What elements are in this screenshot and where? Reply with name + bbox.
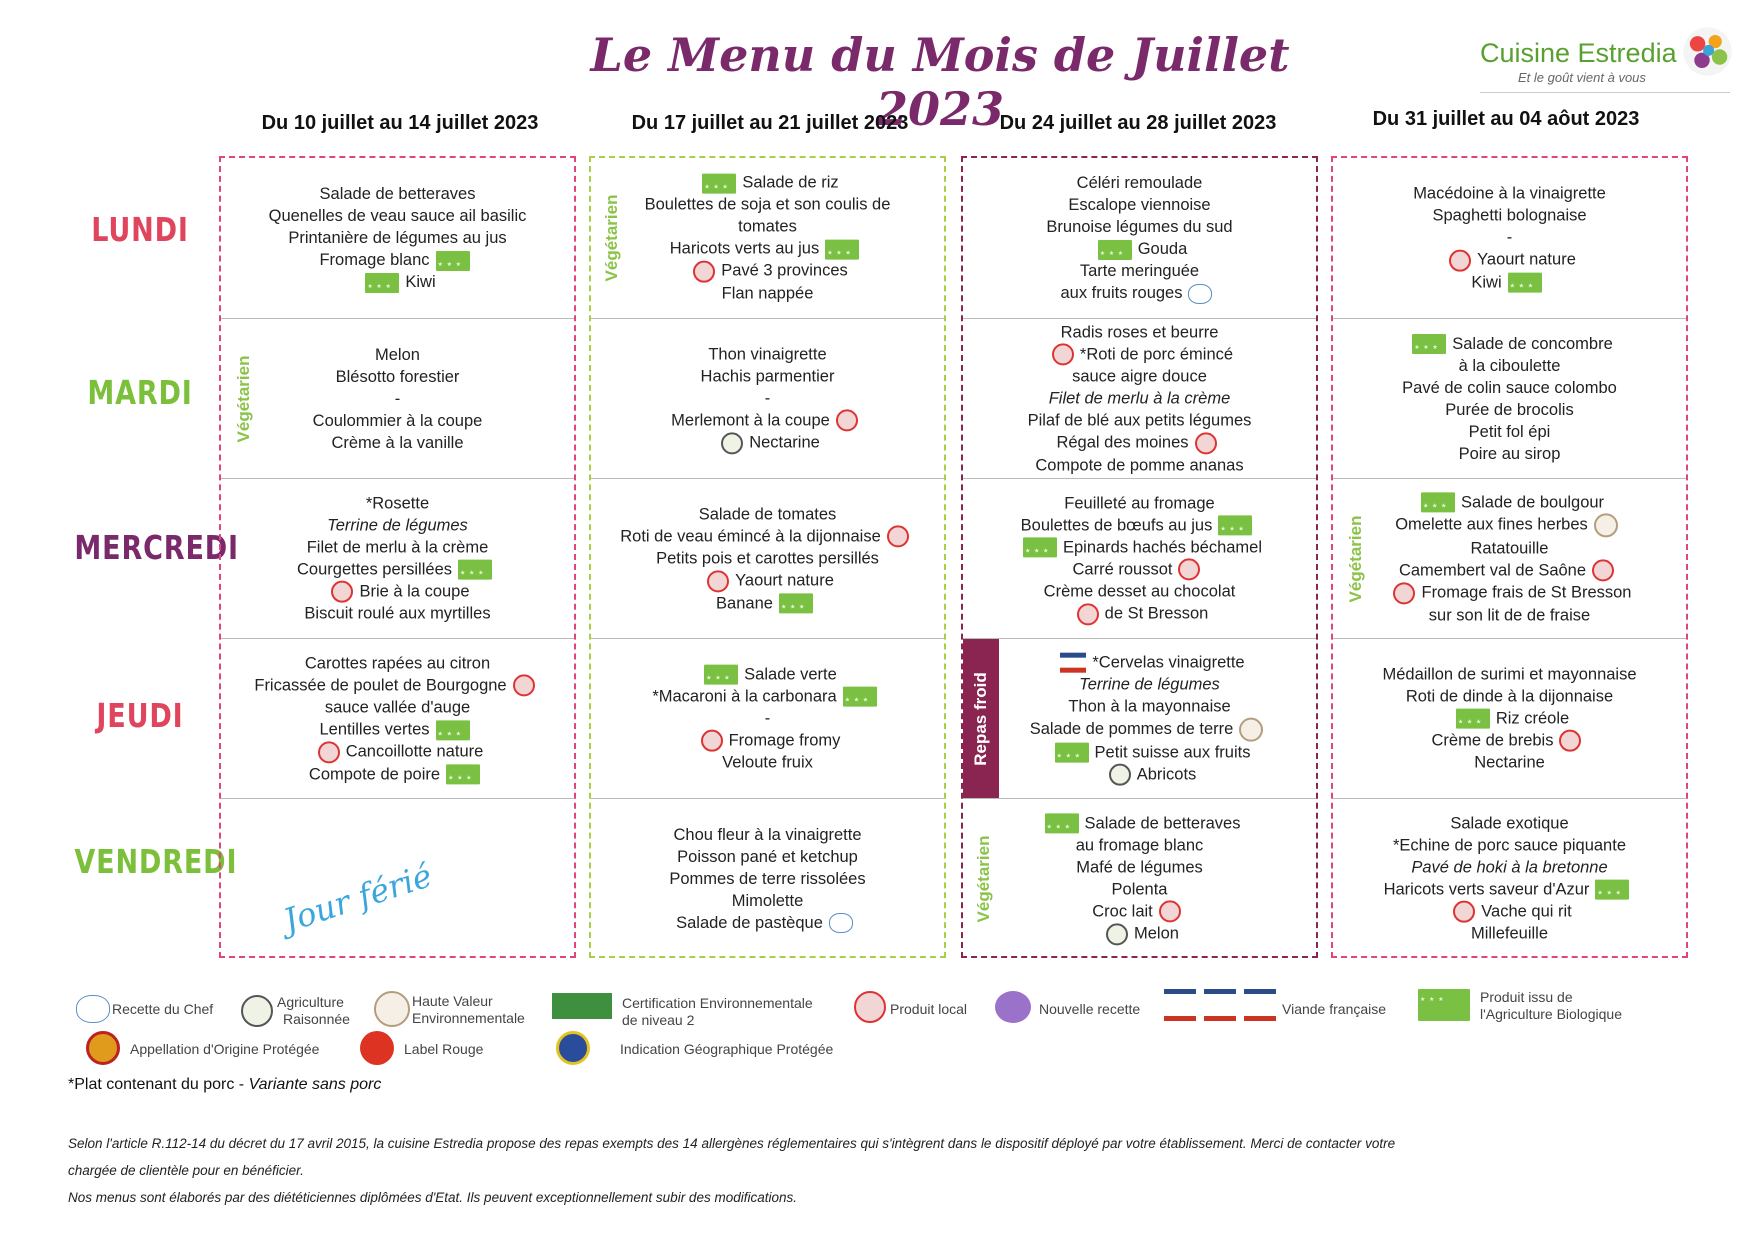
chef-recipe-icon	[1188, 284, 1212, 304]
menu-item: Fricassée de poulet de Bourgogne	[221, 674, 574, 697]
local-product-icon	[513, 675, 535, 697]
bio-icon	[436, 251, 470, 271]
menu-item: Pavé de colin sauce colombo	[1402, 378, 1617, 397]
bio-icon	[1045, 814, 1079, 834]
w2-jeudi	[591, 638, 944, 798]
menu-item: Banane★ ★ ★	[591, 592, 944, 614]
menu-item: Salade exotique	[1450, 814, 1569, 833]
menu-item: Chou fleur à la vinaigrette	[673, 825, 862, 844]
menu-item: ★ ★ ★Epinards hachés béchamel	[963, 536, 1316, 558]
new-recipe-icon	[995, 991, 1031, 1023]
local-product-icon	[836, 410, 858, 432]
aop-icon	[86, 1031, 120, 1065]
menu-item: Tarte meringuée	[1079, 262, 1200, 280]
bio-icon	[1218, 516, 1252, 536]
bio-icon	[702, 173, 736, 193]
menu-item: Yaourt nature	[591, 570, 944, 593]
menu-item: ★ ★ ★Salade de boulgour	[1333, 491, 1686, 513]
menu-item: Mimolette	[731, 891, 804, 910]
w4-jeudi	[1333, 638, 1686, 798]
menu-item: Thon à la mayonnaise	[1068, 697, 1231, 716]
menu-item: Nectarine	[1474, 753, 1545, 772]
vegetarian-tag: Végétarien	[974, 835, 993, 922]
menu-item: Croc lait	[963, 900, 1316, 923]
vegetarian-tag: Végétarien	[602, 194, 621, 282]
local-product-icon	[1159, 901, 1181, 923]
menu-item: *Rosette	[365, 494, 430, 513]
menu-item: Pavé 3 provinces	[591, 260, 944, 283]
brand-logo	[1480, 22, 1730, 92]
local-product-icon	[331, 581, 353, 603]
menu-item: sauce aigre douce	[1072, 367, 1207, 386]
menu-item: Compote de poire★ ★ ★	[221, 763, 574, 785]
local-product-icon	[1052, 344, 1074, 366]
menu-item: tomates	[738, 217, 797, 236]
menu-item: Abricots	[983, 763, 1316, 786]
menu-item: Terrine de légumes	[1079, 675, 1220, 694]
brand-name: Cuisine Estredia	[1480, 38, 1677, 68]
menu-item: Poisson pané et ketchup	[677, 847, 858, 866]
chef-recipe-icon	[76, 995, 110, 1023]
hve-icon	[1594, 513, 1618, 537]
bio-icon	[1456, 709, 1490, 729]
legend: Recette du Chef Agriculture Raisonnée Haute Valeur Environnementale Certification Environnementale de niveau 2 Produit local Nouvelle recette Viande française ★ ★ ★ Produit issu de l'Agriculture Biologique Appellation d'Origine Protégée Label Rouge Indication Géographique Protégée	[70, 985, 1690, 1085]
menu-item: Printanière de légumes au jus	[288, 229, 507, 247]
week-header-3: Du 24 juillet au 28 juillet 2023	[999, 112, 1277, 134]
menu-item: Régal des moines	[963, 432, 1316, 455]
day-mercredi: MERCREDI	[74, 528, 239, 567]
vegetarian-tag: Végétarien	[234, 355, 253, 442]
local-product-icon	[1178, 559, 1200, 581]
menu-item: -	[764, 709, 771, 728]
menu-item: Melon	[375, 345, 420, 364]
menu-item: Radis roses et beurre	[1060, 322, 1219, 341]
w2-mardi	[591, 318, 944, 478]
menu-item: Roti de veau émincé à la dijonnaise	[591, 525, 944, 548]
menu-item: Pavé de hoki à la bretonne	[1411, 858, 1608, 877]
local-product-icon	[887, 526, 909, 548]
menu-item: ★ ★ ★Salade de concombre	[1333, 333, 1686, 355]
menu-item: Crème de brebis	[1333, 729, 1686, 752]
menu-item: Fromage blanc★ ★ ★	[221, 249, 574, 271]
hve-icon	[1239, 717, 1263, 741]
menu-item: Quenelles de veau sauce ail basilic	[268, 207, 527, 225]
menu-item: Roti de dinde à la dijonnaise	[1405, 687, 1614, 706]
menu-item: -	[764, 388, 771, 407]
menu-item: -	[1506, 228, 1513, 247]
menu-item: *Roti de porc émincé	[963, 343, 1316, 366]
week-header-1: Du 10 juillet au 14 juillet 2023	[261, 112, 539, 134]
w1-lundi	[221, 158, 574, 318]
menu-item: Kiwi★ ★ ★	[1333, 271, 1686, 293]
menu-item: Haricots verts saveur d'Azur★ ★ ★	[1333, 878, 1686, 900]
bio-icon	[1098, 240, 1132, 260]
week-header-2: Du 17 juillet au 21 juillet 2023	[631, 112, 909, 134]
menu-item: Merlemont à la coupe	[591, 409, 944, 432]
w3-mardi	[963, 318, 1316, 478]
menu-item: *Echine de porc sauce piquante	[1393, 836, 1626, 855]
menu-item: Haricots verts au jus★ ★ ★	[591, 238, 944, 260]
agriculture-raisonnee-icon	[1106, 923, 1128, 945]
menu-item: Brie à la coupe	[221, 580, 574, 603]
jour-ferie-label: Jour férié	[278, 856, 437, 940]
day-vendredi: VENDREDI	[74, 842, 238, 881]
menu-item: *Macaroni à la carbonara★ ★ ★	[591, 685, 944, 707]
menu-item: ★ ★ ★Gouda	[963, 238, 1316, 260]
menu-item: ★ ★ ★Salade de betteraves	[963, 812, 1316, 834]
label-rouge-icon	[360, 1031, 394, 1065]
menu-item: à la ciboulette	[1458, 356, 1561, 375]
menu-item: Blésotto forestier	[335, 367, 460, 386]
viande-francaise-icon	[1060, 653, 1086, 673]
menu-item: Spaghetti bolognaise	[1432, 206, 1587, 225]
menu-item: Médaillon de surimi et mayonnaise	[1382, 665, 1637, 684]
menu-item: Nectarine	[591, 432, 944, 455]
menu-item: Veloute fruix	[722, 753, 813, 772]
menu-item: ★ ★ ★Salade de riz	[591, 172, 944, 194]
menu-item: Mafé de légumes	[1076, 857, 1203, 876]
menu-item: Crème à la vanille	[331, 433, 464, 452]
menu-item: ★ ★ ★Petit suisse aux fruits	[983, 741, 1316, 763]
menu-item: Brunoise légumes du sud	[1046, 218, 1233, 236]
w2-mercredi	[591, 478, 944, 638]
menu-item: Camembert val de Saône	[1333, 559, 1686, 582]
bio-icon	[458, 560, 492, 580]
menu-item: Filet de merlu à la crème	[306, 538, 489, 557]
menu-item: Fromage fromy	[591, 729, 944, 752]
local-product-icon	[1077, 603, 1099, 625]
menu-item: Filet de merlu à la crème	[1048, 389, 1231, 408]
menu-item: ★ ★ ★Riz créole	[1333, 707, 1686, 729]
menu-item: *Cervelas vinaigrette	[983, 651, 1316, 673]
menu-item: au fromage blanc	[1075, 835, 1204, 854]
menu-item: Coulommier à la coupe	[312, 411, 483, 430]
local-product-icon	[1592, 560, 1614, 582]
footer-notes: Selon l'article R.112-14 du décret du 17 avril 2015, la cuisine Estredia propose des repas exempts des 14 allergènes réglementaires qui s'intègrent dans le dispositif déployé par votre établissement. Merci de contacter votre chargée de clientèle pour en bénéficier. Nos menus sont élaborés par des diététiciennes diplômées d'Etat. Ils peuvent exceptionnellement subir des modifications.	[68, 1136, 1396, 1205]
menu-item: Courgettes persillées★ ★ ★	[221, 558, 574, 580]
menu-item: Salade de pastèque	[591, 912, 944, 934]
w1-mardi	[221, 318, 574, 478]
menu-item: Crème desset au chocolat	[1043, 582, 1236, 601]
w2-lundi	[591, 158, 944, 318]
bio-icon	[825, 239, 859, 259]
pork-note: *Plat contenant du porc - Variante sans porc	[68, 1076, 382, 1093]
menu-item: Vache qui rit	[1333, 900, 1686, 923]
chef-recipe-icon	[829, 913, 853, 933]
bio-icon	[436, 720, 470, 740]
menu-item: Lentilles vertes★ ★ ★	[221, 719, 574, 741]
day-mardi: MARDI	[87, 373, 193, 412]
menu-item: Melon	[963, 923, 1316, 946]
menu-item: Carottes rapées au citron	[304, 653, 491, 672]
menu-item: sur son lit de de fraise	[1428, 606, 1591, 625]
hve-icon	[374, 991, 410, 1027]
week-2-column	[589, 156, 946, 958]
menu-item: Salade de pommes de terre	[983, 717, 1316, 741]
menu-item: Fromage frais de St Bresson	[1333, 582, 1686, 605]
agriculture-raisonnee-icon	[721, 432, 743, 454]
week-4-column	[1331, 156, 1688, 958]
repas-froid-tag: Repas froid	[963, 639, 999, 798]
bio-icon	[1595, 880, 1629, 900]
menu-item: Omelette aux fines herbes	[1333, 513, 1686, 537]
local-product-icon	[854, 991, 886, 1023]
day-lundi: LUNDI	[91, 210, 189, 249]
menu-item: ★ ★ ★Kiwi	[221, 271, 574, 293]
menu-item: Purée de brocolis	[1445, 400, 1574, 419]
menu-item: Feuilleté au fromage	[1064, 493, 1215, 512]
local-product-icon	[707, 570, 729, 592]
menu-item: Flan nappée	[721, 284, 814, 303]
w3-vendredi	[963, 798, 1316, 958]
menu-item: Yaourt nature	[1333, 249, 1686, 272]
menu-item: Petit fol épi	[1468, 422, 1551, 441]
bio-icon	[1023, 538, 1057, 558]
menu-item: Petits pois et carottes persillés	[656, 549, 879, 568]
menu-item: Macédoine à la vinaigrette	[1413, 184, 1606, 203]
menu-item: Terrine de légumes	[327, 516, 468, 535]
w1-mercredi	[221, 478, 574, 638]
menu-item: Boulettes de soja et son coulis de	[644, 195, 891, 214]
menu-item: Biscuit roulé aux myrtilles	[304, 604, 491, 623]
w1-jeudi	[221, 638, 574, 798]
menu-item: Boulettes de bœufs au jus★ ★ ★	[963, 514, 1316, 536]
agriculture-raisonnee-icon	[1109, 764, 1131, 786]
bio-icon	[1412, 334, 1446, 354]
local-product-icon	[1453, 901, 1475, 923]
local-product-icon	[1559, 730, 1581, 752]
brand-fruit-icon	[1680, 24, 1735, 79]
menu-item: Polenta	[1111, 879, 1168, 898]
menu-item: sauce vallée d'auge	[324, 698, 471, 717]
bio-icon	[365, 273, 399, 293]
bio-icon	[446, 765, 480, 785]
menu-item: Céléri remoulade	[1076, 174, 1203, 192]
local-product-icon	[1449, 249, 1471, 271]
menu-item: Thon vinaigrette	[708, 344, 827, 363]
local-product-icon	[318, 741, 340, 763]
week-3-column	[961, 156, 1318, 958]
menu-item: Cancoillotte nature	[221, 741, 574, 764]
menu-item: Poire au sirop	[1458, 444, 1561, 463]
menu-item: -	[394, 389, 401, 408]
local-product-icon	[1195, 432, 1217, 454]
local-product-icon	[693, 260, 715, 282]
week-header-4: Du 31 juillet au 04 aôut 2023	[1372, 108, 1640, 130]
w4-vendredi	[1333, 798, 1686, 958]
menu-item: Pilaf de blé aux petits légumes	[1027, 411, 1252, 430]
bio-icon	[704, 665, 738, 685]
day-jeudi: JEUDI	[96, 696, 184, 735]
bio-icon	[1418, 989, 1470, 1021]
w4-mardi	[1333, 318, 1686, 478]
w1-vendredi	[221, 798, 574, 958]
agriculture-raisonnee-icon	[241, 995, 273, 1027]
brand-tagline: Et le goût vient à vous	[1518, 70, 1646, 85]
bio-icon	[779, 594, 813, 614]
w3-jeudi	[963, 638, 1316, 798]
local-product-icon	[701, 730, 723, 752]
w4-lundi	[1333, 158, 1686, 318]
page-title: Le Menu du Mois de Juillet 2023	[590, 28, 1290, 136]
menu-item: de St Bresson	[963, 603, 1316, 626]
bio-icon	[1055, 743, 1089, 763]
local-product-icon	[1393, 582, 1415, 604]
week-1-column	[219, 156, 576, 958]
igp-icon	[556, 1031, 590, 1065]
menu-item: Salade de tomates	[698, 504, 837, 523]
viande-francaise-icon	[1164, 989, 1196, 1021]
menu-item: Salade de betteraves	[319, 185, 476, 203]
bio-icon	[1508, 273, 1542, 293]
menu-item: Millefeuille	[1470, 924, 1549, 943]
w2-vendredi	[591, 798, 944, 958]
vegetarian-tag: Végétarien	[1346, 515, 1365, 602]
menu-item: ★ ★ ★Salade verte	[591, 663, 944, 685]
certification-niveau2-icon	[552, 993, 612, 1019]
menu-item: Pommes de terre rissolées	[669, 869, 866, 888]
menu-item: aux fruits rouges	[963, 282, 1316, 304]
menu-item: Escalope viennoise	[1068, 196, 1211, 214]
w3-lundi	[963, 158, 1316, 318]
w4-mercredi	[1333, 478, 1686, 638]
menu-item: Hachis parmentier	[700, 366, 835, 385]
bio-icon	[843, 687, 877, 707]
w3-mercredi	[963, 478, 1316, 638]
menu-item: Ratatouille	[1470, 538, 1549, 557]
bio-icon	[1421, 493, 1455, 513]
menu-item: Carré roussot	[963, 558, 1316, 581]
menu-item: Compote de pomme ananas	[1035, 456, 1244, 475]
